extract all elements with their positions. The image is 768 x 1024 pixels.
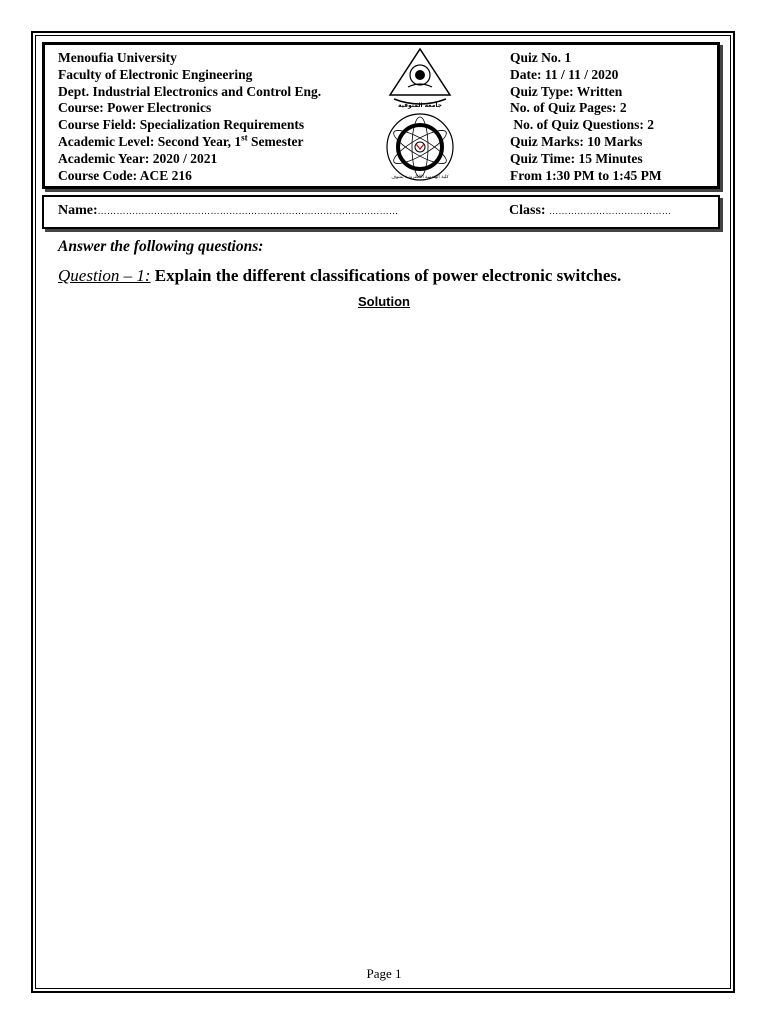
- course-name: Course: Power Electronics: [58, 100, 212, 116]
- quiz-date: Date: 11 / 11 / 2020: [510, 66, 619, 82]
- quiz-pages: No. of Quiz Pages: 2: [510, 100, 627, 116]
- quiz-marks: Quiz Marks: 10 Marks: [510, 133, 643, 149]
- question-1: [58, 266, 621, 286]
- university-name: Menoufia University: [58, 50, 177, 65]
- quiz-number: Quiz No. 1: [510, 50, 572, 65]
- faculty-logo-text: كلية الهندسة الالكترونية بمنوف: [391, 175, 449, 180]
- name-label: Name:: [58, 203, 98, 218]
- question-1-label: Question – 1:: [58, 266, 151, 285]
- quiz-time: Quiz Time: 15 Minutes: [510, 150, 643, 166]
- name-field: [58, 203, 398, 219]
- quiz-type: Quiz Type: Written: [510, 83, 623, 99]
- academic-year: Academic Year: 2020 / 2021: [58, 150, 218, 166]
- quiz-time-range: From 1:30 PM to 1:45 PM: [510, 167, 662, 183]
- class-label: Class:: [509, 203, 546, 218]
- question-1-text: Explain the different classifications of power electronic switches.: [150, 266, 622, 285]
- university-logo-text: جامعة المنوفية: [398, 102, 442, 109]
- header-right-info: [510, 50, 715, 184]
- course-code: Course Code: ACE 216: [58, 167, 192, 183]
- header-left-info: [58, 50, 388, 184]
- department-name: Dept. Industrial Electronics and Control Eng.: [58, 83, 322, 99]
- logos: [374, 45, 466, 185]
- quiz-questions: No. of Quiz Questions: 2: [510, 117, 655, 133]
- solution-heading: Solution: [358, 294, 410, 309]
- university-logo: [390, 49, 450, 109]
- class-field: [509, 203, 671, 219]
- faculty-name: Faculty of Electronic Engineering: [58, 66, 253, 82]
- instructions: Answer the following questions:: [58, 238, 264, 255]
- name-blank: ……………………………………………………………………………………: [97, 206, 399, 216]
- class-blank: …………………………………: [549, 206, 672, 216]
- course-field: Course Field: Specialization Requirements: [58, 117, 305, 133]
- page-number: Page 1: [366, 966, 402, 981]
- faculty-logo: [387, 114, 453, 180]
- academic-level: Academic Level: Second Year, 1st Semester: [58, 132, 304, 149]
